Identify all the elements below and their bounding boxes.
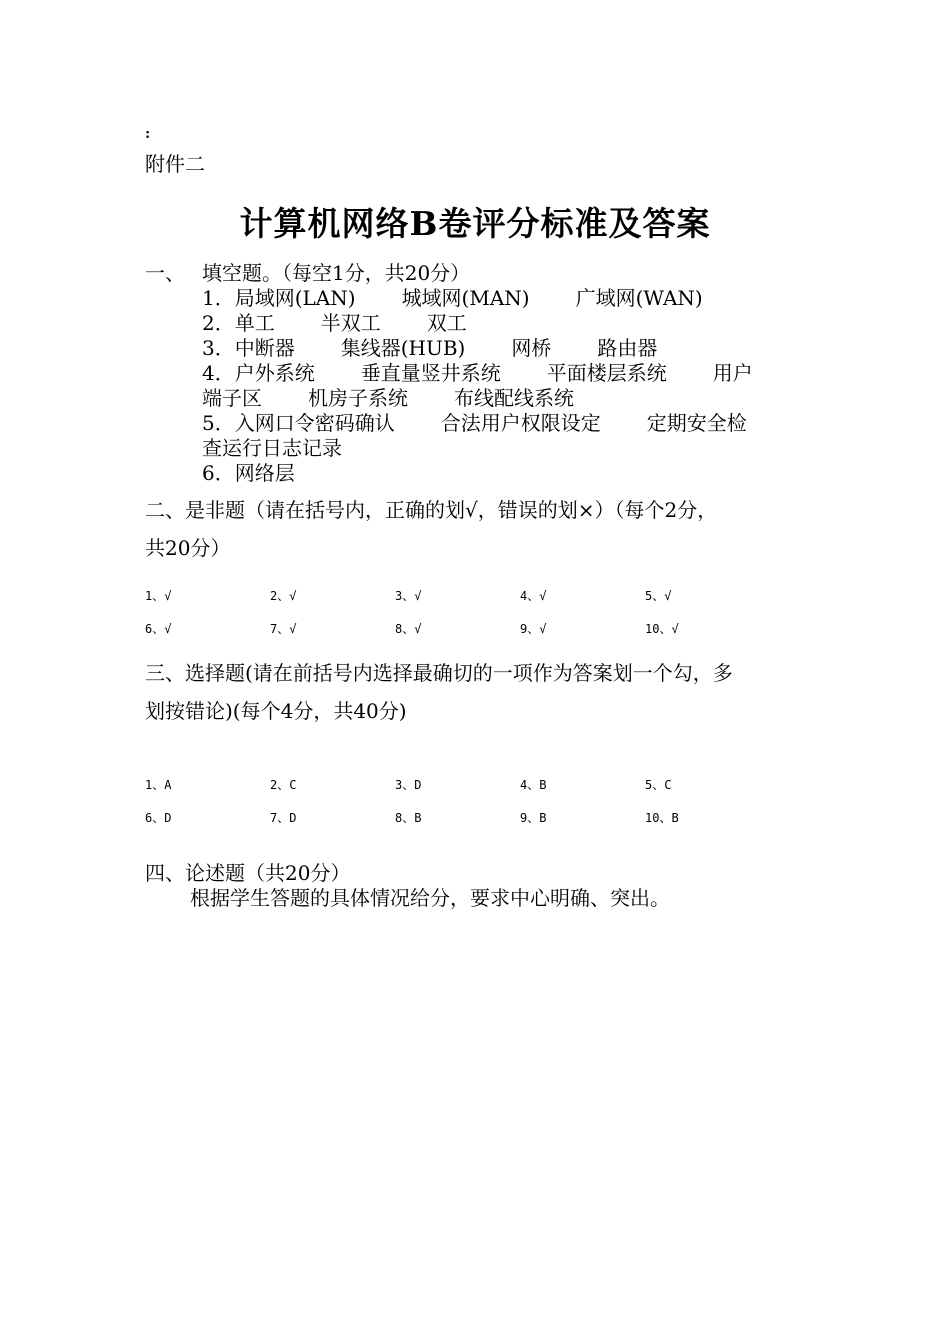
document-title: 计算机网络B卷评分标准及答案 [239,204,711,243]
answer-item: 7、D [270,811,297,825]
fill-answer-line-3 [202,336,657,361]
fill-answer: 2．单工 [202,311,275,335]
fill-answer: 城域网(MAN) [401,286,530,310]
choice-answers-row-1 [145,776,865,796]
fill-answer: 半双工 [320,311,381,335]
attachment-label: 附件二 [145,152,205,176]
section4-body: 根据学生答题的具体情况给分，要求中心明确、突出。 [190,886,670,910]
answer-item: 5、C [645,778,672,792]
stray-mark: : [145,126,151,142]
true-false-answers-row-2 [145,620,865,640]
section2-heading-line-2: 共20分） [145,536,231,560]
answer-item: 10、B [645,811,679,825]
fill-answer-line-1 [202,286,703,311]
fill-answer: 网桥 [511,336,552,360]
answer-item: 4、B [520,778,547,792]
fill-answer: 6．网络层 [202,461,295,485]
fill-answer: 广域网(WAN) [575,286,703,310]
answer-item: 4、√ [520,589,547,603]
answer-item: 7、√ [270,622,297,636]
fill-answer: 布线配线系统 [454,386,574,410]
fill-answer: 4．户外系统 [202,361,315,385]
fill-answer: 垂直量竖井系统 [360,361,501,385]
section3-heading-line-2: 划按错论)(每个4分，共40分) [145,699,407,723]
section1-heading: 填空题。（每空1分，共20分） [202,261,471,285]
fill-answer: 路由器 [597,336,658,360]
fill-answer-line-2 [202,311,467,336]
answer-item: 2、√ [270,589,297,603]
answer-item: 10、√ [645,622,679,636]
fill-answer: 端子区 [202,386,262,410]
answer-item: 9、√ [520,622,547,636]
fill-answer-line-8 [202,461,295,486]
fill-answer: 机房子系统 [308,386,408,410]
answer-item: 9、B [520,811,547,825]
answer-item: 3、√ [395,589,422,603]
fill-answer: 定期安全检 [646,411,747,435]
section3-heading-line-1: 三、选择题(请在前括号内选择最确切的一项作为答案划一个勾，多 [145,661,733,685]
answer-item: 2、C [270,778,297,792]
fill-answer: 3．中断器 [202,336,295,360]
fill-answer-line-4 [202,361,753,386]
fill-answer: 查运行日志记录 [202,436,342,460]
fill-answer: 合法用户权限设定 [440,411,601,435]
fill-answer: 用户 [712,361,753,385]
answer-item: 8、B [395,811,422,825]
section1-heading-number: 一、 [145,261,185,285]
true-false-answers-row-1 [145,587,865,607]
fill-answer: 5．入网口令密码确认 [202,411,395,435]
section4-heading: 四、论述题（共20分） [145,861,351,885]
answer-item: 6、√ [145,622,172,636]
answer-item: 1、A [145,778,172,792]
answer-item: 6、D [145,811,172,825]
answer-item: 1、√ [145,589,172,603]
fill-answer-line-6 [202,411,747,436]
fill-answer: 平面楼层系统 [546,361,667,385]
fill-answer: 1．局域网(LAN) [202,286,356,310]
section2-heading-line-1: 二、是非题（请在括号内，正确的划√，错误的划×）（每个2分， [145,498,718,522]
fill-answer: 集线器(HUB) [340,336,466,360]
choice-answers-row-2 [145,809,865,829]
fill-answer-line-7 [202,436,342,461]
answer-item: 5、√ [645,589,672,603]
fill-answer: 双工 [426,311,467,335]
answer-item: 8、√ [395,622,422,636]
answer-item: 3、D [395,778,422,792]
fill-answer-line-5 [202,386,574,411]
